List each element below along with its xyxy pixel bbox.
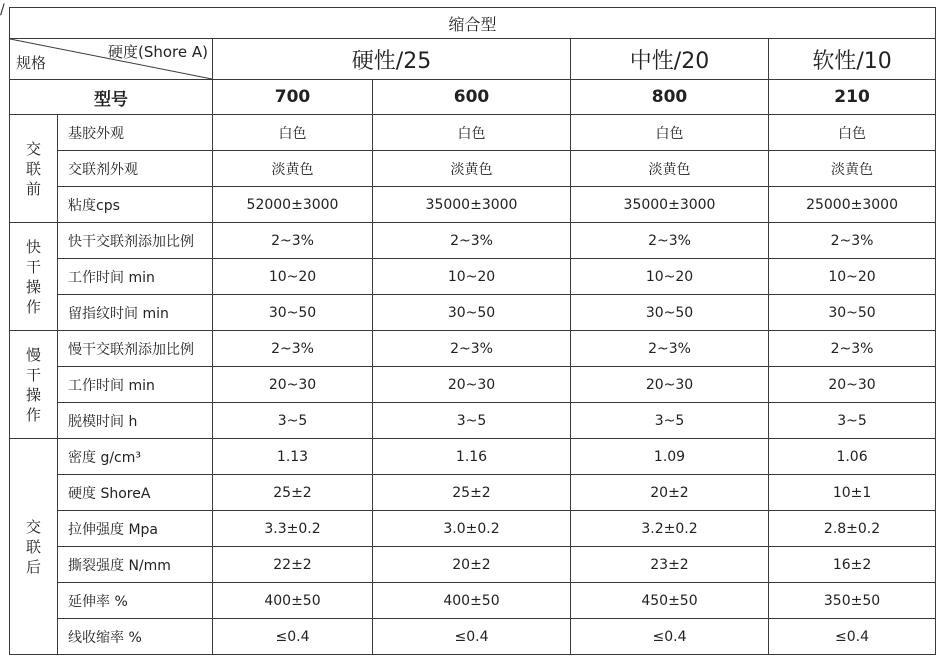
group-label [10, 223, 58, 331]
table-row [10, 439, 936, 475]
property-value: 400±50 [213, 583, 373, 619]
property-name: 粘度cps [58, 187, 213, 223]
table-row [10, 403, 936, 439]
group-label-char: 联 [25, 159, 41, 178]
property-value: 2~3% [769, 223, 936, 259]
property-value: 2~3% [213, 331, 373, 367]
group-label-char: 交 [25, 517, 41, 536]
property-value: 20~30 [213, 367, 373, 403]
property-value: 25±2 [373, 475, 571, 511]
group-label-char: 慢 [25, 345, 41, 364]
table-row [10, 583, 936, 619]
property-value: 2~3% [213, 223, 373, 259]
corner-spec-label: 规格 [16, 54, 47, 72]
property-value: 淡黄色 [213, 151, 373, 187]
table-row [10, 547, 936, 583]
property-value: 400±50 [373, 583, 571, 619]
table-title: 缩合型 [10, 8, 936, 39]
hardness-header-medium: 中性/20 [571, 39, 769, 80]
property-value: 1.16 [373, 439, 571, 475]
hardness-header-row [10, 39, 936, 80]
property-value: 3~5 [769, 403, 936, 439]
property-value: 3~5 [373, 403, 571, 439]
property-value: 10~20 [373, 259, 571, 295]
property-name: 交联剂外观 [58, 151, 213, 187]
property-value: 30~50 [769, 295, 936, 331]
property-value: 2~3% [571, 331, 769, 367]
property-name: 拉伸强度 Mpa [58, 511, 213, 547]
model-210: 210 [769, 80, 936, 115]
property-value: 30~50 [213, 295, 373, 331]
title-row [10, 8, 936, 39]
property-value: ≤0.4 [213, 619, 373, 655]
property-name: 基胶外观 [58, 115, 213, 151]
table-row [10, 511, 936, 547]
property-value: 白色 [769, 115, 936, 151]
property-value: ≤0.4 [373, 619, 571, 655]
hardness-header-hard: 硬性/25 [213, 39, 571, 80]
property-value: 10~20 [571, 259, 769, 295]
group-label-char: 操 [25, 277, 41, 296]
table-row [10, 295, 936, 331]
table-row [10, 259, 936, 295]
property-value: 1.09 [571, 439, 769, 475]
property-value: 22±2 [213, 547, 373, 583]
group-label-char: 前 [25, 179, 41, 198]
group-label [10, 115, 58, 223]
property-value: ≤0.4 [769, 619, 936, 655]
table-row [10, 151, 936, 187]
group-label-char: 快 [25, 237, 41, 256]
property-value: 淡黄色 [373, 151, 571, 187]
group-label-char: 作 [25, 297, 41, 316]
model-800: 800 [571, 80, 769, 115]
property-value: 10~20 [769, 259, 936, 295]
property-name: 快干交联剂添加比例 [58, 223, 213, 259]
property-value: 白色 [373, 115, 571, 151]
property-value: 30~50 [373, 295, 571, 331]
property-name: 工作时间 min [58, 259, 213, 295]
property-value: ≤0.4 [571, 619, 769, 655]
property-value: 25000±3000 [769, 187, 936, 223]
property-value: 2~3% [571, 223, 769, 259]
property-value: 3~5 [571, 403, 769, 439]
property-value: 30~50 [571, 295, 769, 331]
property-name: 撕裂强度 N/mm [58, 547, 213, 583]
property-name: 留指纹时间 min [58, 295, 213, 331]
model-label: 型号 [10, 80, 213, 115]
hardness-header-soft: 软性/10 [769, 39, 936, 80]
property-name: 工作时间 min [58, 367, 213, 403]
property-name: 密度 g/cm³ [58, 439, 213, 475]
model-600: 600 [373, 80, 571, 115]
group-label-char: 干 [25, 365, 41, 384]
property-value: 3.3±0.2 [213, 511, 373, 547]
property-name: 延伸率 % [58, 583, 213, 619]
table-row [10, 475, 936, 511]
table-row [10, 115, 936, 151]
property-value: 淡黄色 [571, 151, 769, 187]
group-label-char: 联 [25, 537, 41, 556]
table-row [10, 187, 936, 223]
property-value: 10~20 [213, 259, 373, 295]
table-row [10, 331, 936, 367]
property-value: 20~30 [769, 367, 936, 403]
corner-header-cell [10, 39, 213, 80]
property-value: 2~3% [769, 331, 936, 367]
property-name: 硬度 ShoreA [58, 475, 213, 511]
corner-hardness-label: 硬度(Shore A) [107, 43, 208, 61]
spec-table-container [9, 7, 935, 661]
property-value: 23±2 [571, 547, 769, 583]
property-value: 350±50 [769, 583, 936, 619]
property-value: 20±2 [373, 547, 571, 583]
property-value: 1.13 [213, 439, 373, 475]
group-label-char: 交 [25, 139, 41, 158]
property-value: 20±2 [571, 475, 769, 511]
group-label [10, 331, 58, 439]
property-value: 2~3% [373, 223, 571, 259]
group-label-char: 干 [25, 257, 41, 276]
property-value: 白色 [571, 115, 769, 151]
property-value: 52000±3000 [213, 187, 373, 223]
property-value: 20~30 [571, 367, 769, 403]
property-name: 线收缩率 % [58, 619, 213, 655]
group-label-char: 后 [25, 557, 41, 576]
property-value: 20~30 [373, 367, 571, 403]
table-row [10, 223, 936, 259]
spec-table [9, 7, 936, 655]
property-name: 慢干交联剂添加比例 [58, 331, 213, 367]
property-value: 16±2 [769, 547, 936, 583]
property-value: 450±50 [571, 583, 769, 619]
table-row [10, 619, 936, 655]
group-label [10, 439, 58, 655]
property-value: 淡黄色 [769, 151, 936, 187]
property-name: 脱模时间 h [58, 403, 213, 439]
corner-mark: / [0, 2, 5, 18]
group-label-char: 操 [25, 385, 41, 404]
property-value: 1.06 [769, 439, 936, 475]
property-value: 3~5 [213, 403, 373, 439]
property-value: 10±1 [769, 475, 936, 511]
group-label-char: 作 [25, 405, 41, 424]
property-value: 2~3% [373, 331, 571, 367]
property-value: 35000±3000 [571, 187, 769, 223]
property-value: 3.0±0.2 [373, 511, 571, 547]
property-value: 25±2 [213, 475, 373, 511]
model-700: 700 [213, 80, 373, 115]
model-row [10, 80, 936, 115]
property-value: 35000±3000 [373, 187, 571, 223]
property-value: 3.2±0.2 [571, 511, 769, 547]
property-value: 2.8±0.2 [769, 511, 936, 547]
table-row [10, 367, 936, 403]
property-value: 白色 [213, 115, 373, 151]
